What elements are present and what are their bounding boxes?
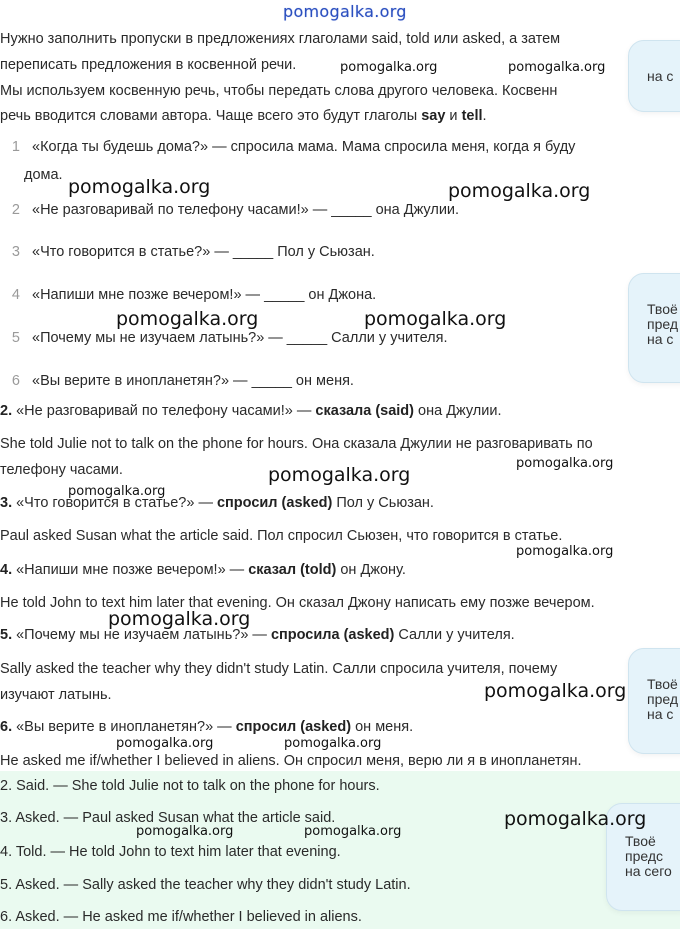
bubble-text: Твоё [647,301,678,317]
watermark: pomogalka.org [364,308,507,330]
exercise-text: «Почему мы не изучаем латынь?» — _____ Салли у учителя. [32,330,448,346]
watermark: pomogalka.org [304,824,402,839]
solution-verb: спросил (asked) [216,495,333,511]
answer-line: 4. Told. — He told John to text him later that evening. [0,844,341,860]
bubble-text: Твоё [647,676,678,692]
solution-number: 6. [0,719,13,735]
solution-tail: он меня. [351,719,414,735]
watermark: pomogalka.org [508,60,606,75]
exercise-number: 4 [11,287,20,303]
watermark: pomogalka.org [284,736,382,751]
solution-heading [0,493,434,513]
watermark: pomogalka.org [108,608,251,630]
answer-line: 6. Asked. — He asked me if/whether I believed in aliens. [0,909,362,925]
watermark: pomogalka.org [268,464,411,486]
solution-translation: He told John to text him later that evening. Он сказал Джону написать ему позже вечером. [0,595,595,611]
chat-bubble[interactable] [628,40,680,112]
exercise-text: «Когда ты будешь дома?» — спросила мама. Мама спросила меня, когда я буду [32,139,576,155]
solution-heading [0,717,413,737]
exercise-item [0,200,459,220]
verb-tell: tell [461,108,483,124]
intro-line-4 [0,106,487,126]
intro-end: . [482,108,487,124]
intro-line-3: Мы используем косвенную речь, чтобы передать слова другого человека. Косвенн [0,83,558,99]
solution-heading [0,401,502,421]
solution-heading [0,625,515,645]
exercise-text: «Что говорится в статье?» — _____ Пол у Сьюзан. [32,244,375,260]
watermark: pomogalka.org [116,736,214,751]
solution-number: 3. [0,495,13,511]
solution-translation-cont: телефону часами. [0,462,123,478]
exercise-number: 2 [11,202,20,218]
exercise-number: 1 [11,139,20,155]
bubble-text: пред [647,691,679,707]
watermark: pomogalka.org [448,180,591,202]
solution-quote: «Не разговаривай по телефону часами!» — [12,403,316,419]
watermark: pomogalka.org [68,176,211,198]
exercise-number: 5 [11,330,20,346]
site-logo[interactable]: pomogalka.org [283,2,407,21]
solution-tail: Салли у учителя. [394,627,515,643]
chat-bubble[interactable] [628,648,680,754]
solution-tail: Пол у Сьюзан. [332,495,434,511]
bubble-text: Твоё [625,833,656,849]
watermark: pomogalka.org [516,456,614,471]
solution-translation: He asked me if/whether I believed in aliens. Он спросил меня, верю ли я в инопланетян. [0,753,582,769]
solution-heading [0,560,406,580]
solution-translation: Sally asked the teacher why they didn't study Latin. Салли спросила учителя, почему [0,661,558,677]
intro-line-1: Нужно заполнить пропуски в предложениях глаголами said, told или asked, а затем [0,31,561,47]
solution-translation-cont: изучают латынь. [0,687,112,703]
intro-line-2: переписать предложения в косвенной речи. [0,57,297,73]
answer-line: 5. Asked. — Sally asked the teacher why they didn't study Latin. [0,877,411,893]
bubble-text: на с [647,68,674,84]
watermark: pomogalka.org [484,680,627,702]
solution-tail: она Джулии. [414,403,502,419]
solution-verb: спросила (asked) [270,627,395,643]
solution-number: 5. [0,627,13,643]
watermark: pomogalka.org [504,808,647,830]
answer-line: 2. Said. — She told Julie not to talk on the phone for hours. [0,778,380,794]
exercise-item [0,285,376,305]
exercise-text-cont: дома. [24,167,63,183]
bubble-text: пред [647,316,679,332]
solution-verb: сказала (said) [315,403,414,419]
intro-text: речь вводится словами автора. Чаще всего это будут глаголы [0,108,422,124]
exercise-text: «Напиши мне позже вечером!» — _____ он Джона. [32,287,377,303]
exercise-item [0,328,448,348]
exercise-number: 3 [11,244,20,260]
watermark: pomogalka.org [516,544,614,559]
bubble-text: на с [647,706,674,722]
solution-translation: She told Julie not to talk on the phone for hours. Она сказала Джулии не разговаривать по [0,436,593,452]
watermark: pomogalka.org [68,484,166,499]
solution-tail: он Джону. [336,562,406,578]
solution-quote: «Почему мы не изучаем латынь?» — [12,627,271,643]
verb-say: say [421,108,446,124]
watermark: pomogalka.org [116,308,259,330]
answer-line: 3. Asked. — Paul asked Susan what the article said. [0,810,336,826]
exercise-text: «Не разговаривай по телефону часами!» — _____ она Джулии. [32,202,460,218]
watermark: pomogalka.org [340,60,438,75]
bubble-text: на сего [625,863,672,879]
solution-quote: «Вы верите в инопланетян?» — [12,719,236,735]
solution-translation: Paul asked Susan what the article said. Пол спросил Сьюзен, что говорится в статье. [0,528,563,544]
solution-quote: «Что говорится в статье?» — [12,495,217,511]
exercise-number: 6 [11,373,20,389]
solution-number: 2. [0,403,13,419]
exercise-item [0,137,575,157]
solution-verb: сказал (told) [248,562,337,578]
solution-number: 4. [0,562,13,578]
bubble-text: предс [625,848,664,864]
exercise-item [0,242,375,262]
solution-verb: спросил (asked) [235,719,352,735]
solution-quote: «Напиши мне позже вечером!» — [12,562,249,578]
watermark: pomogalka.org [136,824,234,839]
exercise-text: «Вы верите в инопланетян?» — _____ он меня. [32,373,354,389]
exercise-item [0,371,354,391]
bubble-text: на с [647,331,674,347]
intro-and: и [445,108,462,124]
chat-bubble[interactable] [628,273,680,383]
